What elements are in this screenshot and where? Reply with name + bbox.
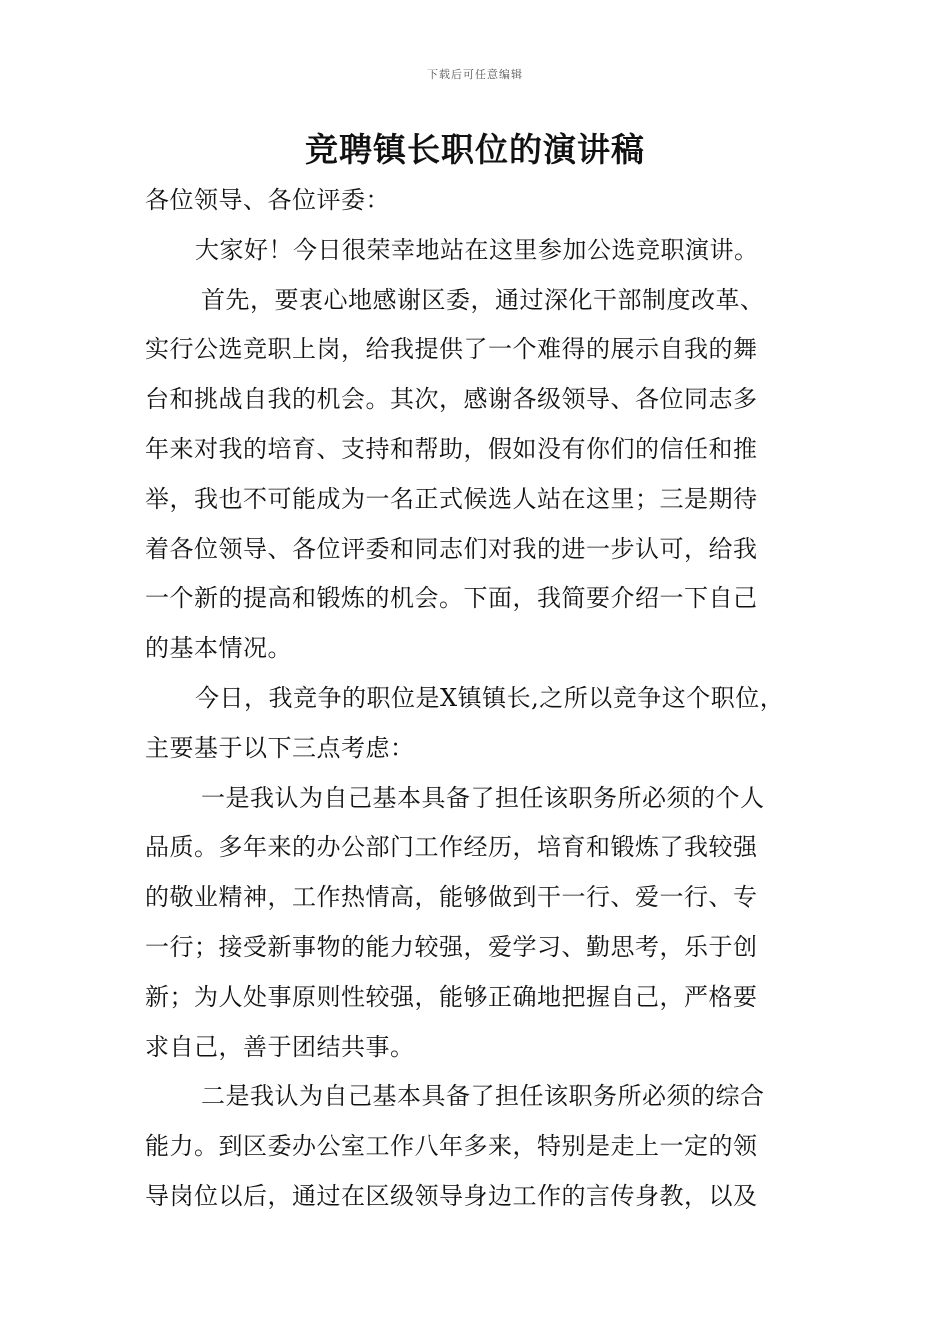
text-line: 新；为人处事原则性较强，能够正确地把握自己，严格要 bbox=[145, 982, 758, 1011]
text-line: 的基本情况。 bbox=[145, 634, 292, 663]
text-line: 年来对我的培育、支持和帮助，假如没有你们的信任和推 bbox=[145, 434, 758, 463]
text-line: 一个新的提高和锻炼的机会。下面，我简要介绍一下自己 bbox=[145, 584, 758, 613]
text-line: 各位领导、各位评委： bbox=[145, 186, 390, 214]
text-line: 着各位领导、各位评委和同志们对我的进一步认可，给我 bbox=[145, 534, 758, 563]
header-note: 下载后可任意编辑 bbox=[427, 68, 523, 81]
text-line: 能力。到区委办公室工作八年多来，特别是走上一定的领 bbox=[145, 1132, 758, 1161]
text-line: 品质。多年来的办公部门工作经历，培育和锻炼了我较强 bbox=[145, 833, 758, 862]
text-line: 主要基于以下三点考虑： bbox=[145, 733, 415, 762]
text-line: 大家好！今日很荣幸地站在这里参加公选竞职演讲。 bbox=[195, 235, 759, 264]
text-line: 求自己，善于团结共事。 bbox=[145, 1032, 415, 1061]
text-line: 一是我认为自己基本具备了担任该职务所必须的个人 bbox=[201, 783, 765, 812]
document-title: 竞聘镇长职位的演讲稿 bbox=[305, 130, 645, 169]
text-line: 一行；接受新事物的能力较强，爱学习、勤思考，乐于创 bbox=[145, 932, 758, 961]
text-line: 导岗位以后，通过在区级领导身边工作的言传身教，以及 bbox=[145, 1181, 758, 1210]
text-line: 的敬业精神，工作热情高，能够做到干一行、爱一行、专 bbox=[145, 883, 758, 912]
text-line: 首先，要衷心地感谢区委，通过深化干部制度改革、 bbox=[201, 285, 765, 314]
text-line: 举，我也不可能成为一名正式候选人站在这里；三是期待 bbox=[145, 484, 758, 513]
document-body bbox=[145, 176, 825, 1222]
text-line: 实行公选竞职上岗，给我提供了一个难得的展示自我的舞 bbox=[145, 335, 758, 364]
text-line: 今日，我竞争的职位是X镇镇长,之所以竞争这个职位， bbox=[195, 683, 785, 712]
text-line: 二是我认为自己基本具备了担任该职务所必须的综合 bbox=[201, 1082, 765, 1111]
text-line: 台和挑战自我的机会。其次，感谢各级领导、各位同志多 bbox=[145, 385, 758, 414]
